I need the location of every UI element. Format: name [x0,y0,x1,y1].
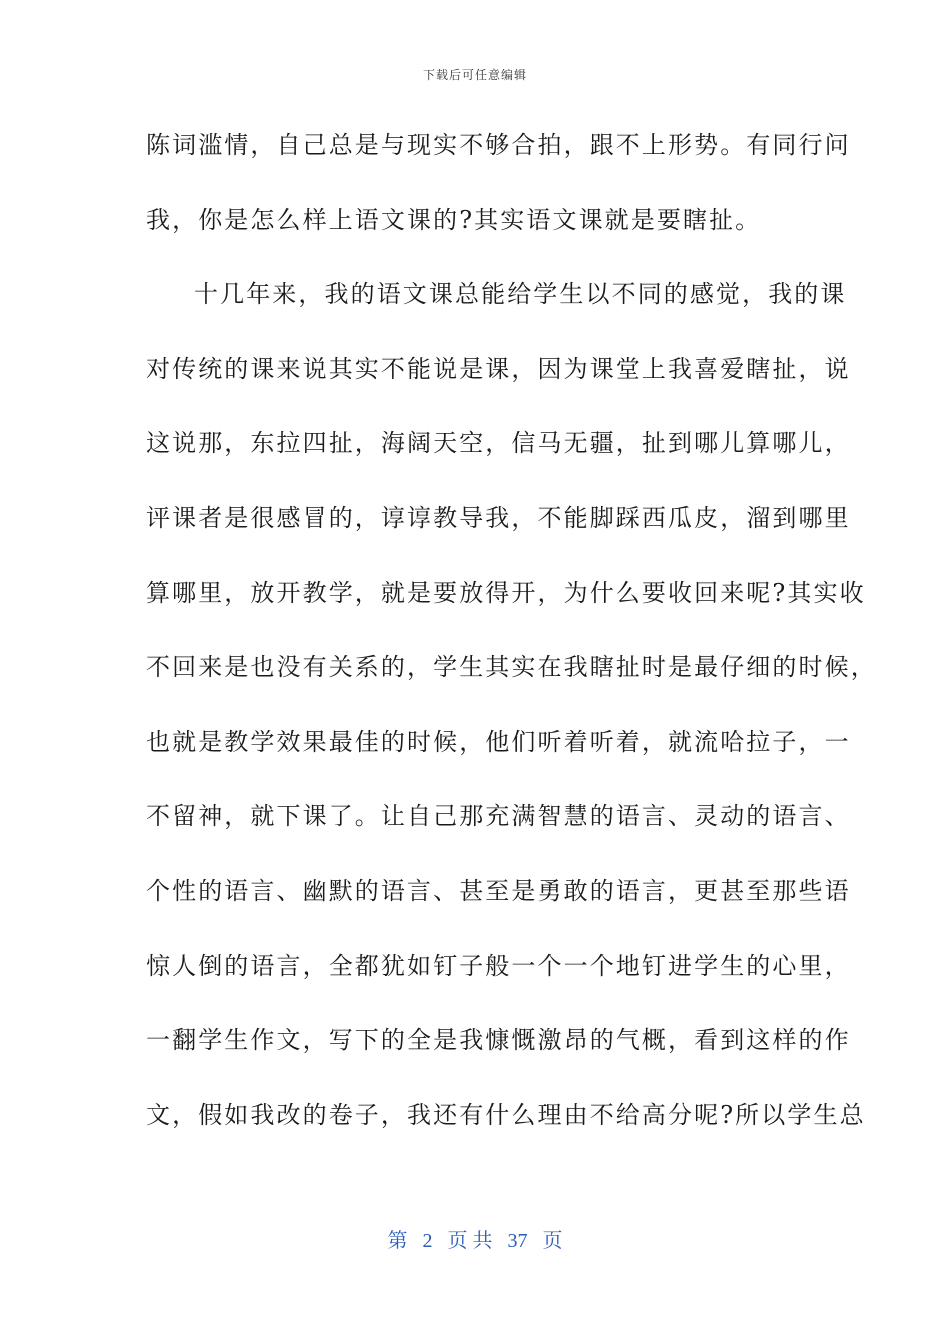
footer-mid: 页 共 [447,1230,493,1252]
text-line: 文，假如我改的卷子，我还有什么理由不给高分呢?所以学生总 [146,1100,866,1129]
text-line: 个性的语言、幽默的语言、甚至是勇敢的语言，更甚至那些语 [146,876,851,905]
text-line: 评课者是很感冒的，谆谆教导我，不能脚踩西瓜皮，溜到哪里 [146,503,851,532]
footer-suffix: 页 [542,1230,563,1252]
text-line: 对传统的课来说其实不能说是课，因为课堂上我喜爱瞎扯，说 [146,354,851,383]
text-line: 不留神，就下课了。让自己那充满智慧的语言、灵动的语言、 [146,802,851,831]
page-footer [0,1224,950,1253]
text-line: 这说那，东拉四扯，海阔天空，信马无疆，扯到哪儿算哪儿， [146,429,851,458]
document-body [146,120,877,1164]
text-line: 我，你是怎么样上语文课的?其实语文课就是要瞎扯。 [146,205,762,234]
total-page-count: 37 [507,1230,528,1252]
footer-prefix: 第 [387,1230,408,1252]
text-line: 算哪里，放开教学，就是要放得开，为什么要收回来呢?其实收 [146,578,866,607]
current-page-number: 2 [422,1230,433,1252]
text-line: 一翻学生作文，写下的全是我慷慨激昂的气概，看到这样的作 [146,1026,851,1055]
text-line: 惊人倒的语言，全都犹如钉子般一个一个地钉进学生的心里， [146,951,851,980]
text-line: 不回来是也没有关系的，学生其实在我瞎扯时是最仔细的时候， [146,653,877,682]
paragraph-start-line: 十几年来，我的语文课总能给学生以不同的感觉，我的课 [194,280,847,309]
text-line: 也就是教学效果最佳的时候，他们听着听着，就流哈拉子，一 [146,727,851,756]
page-header: 下载后可任意编辑 [422,68,527,82]
text-line: 陈词滥情，自己总是与现实不够合拍，跟不上形势。有同行问 [146,131,851,159]
